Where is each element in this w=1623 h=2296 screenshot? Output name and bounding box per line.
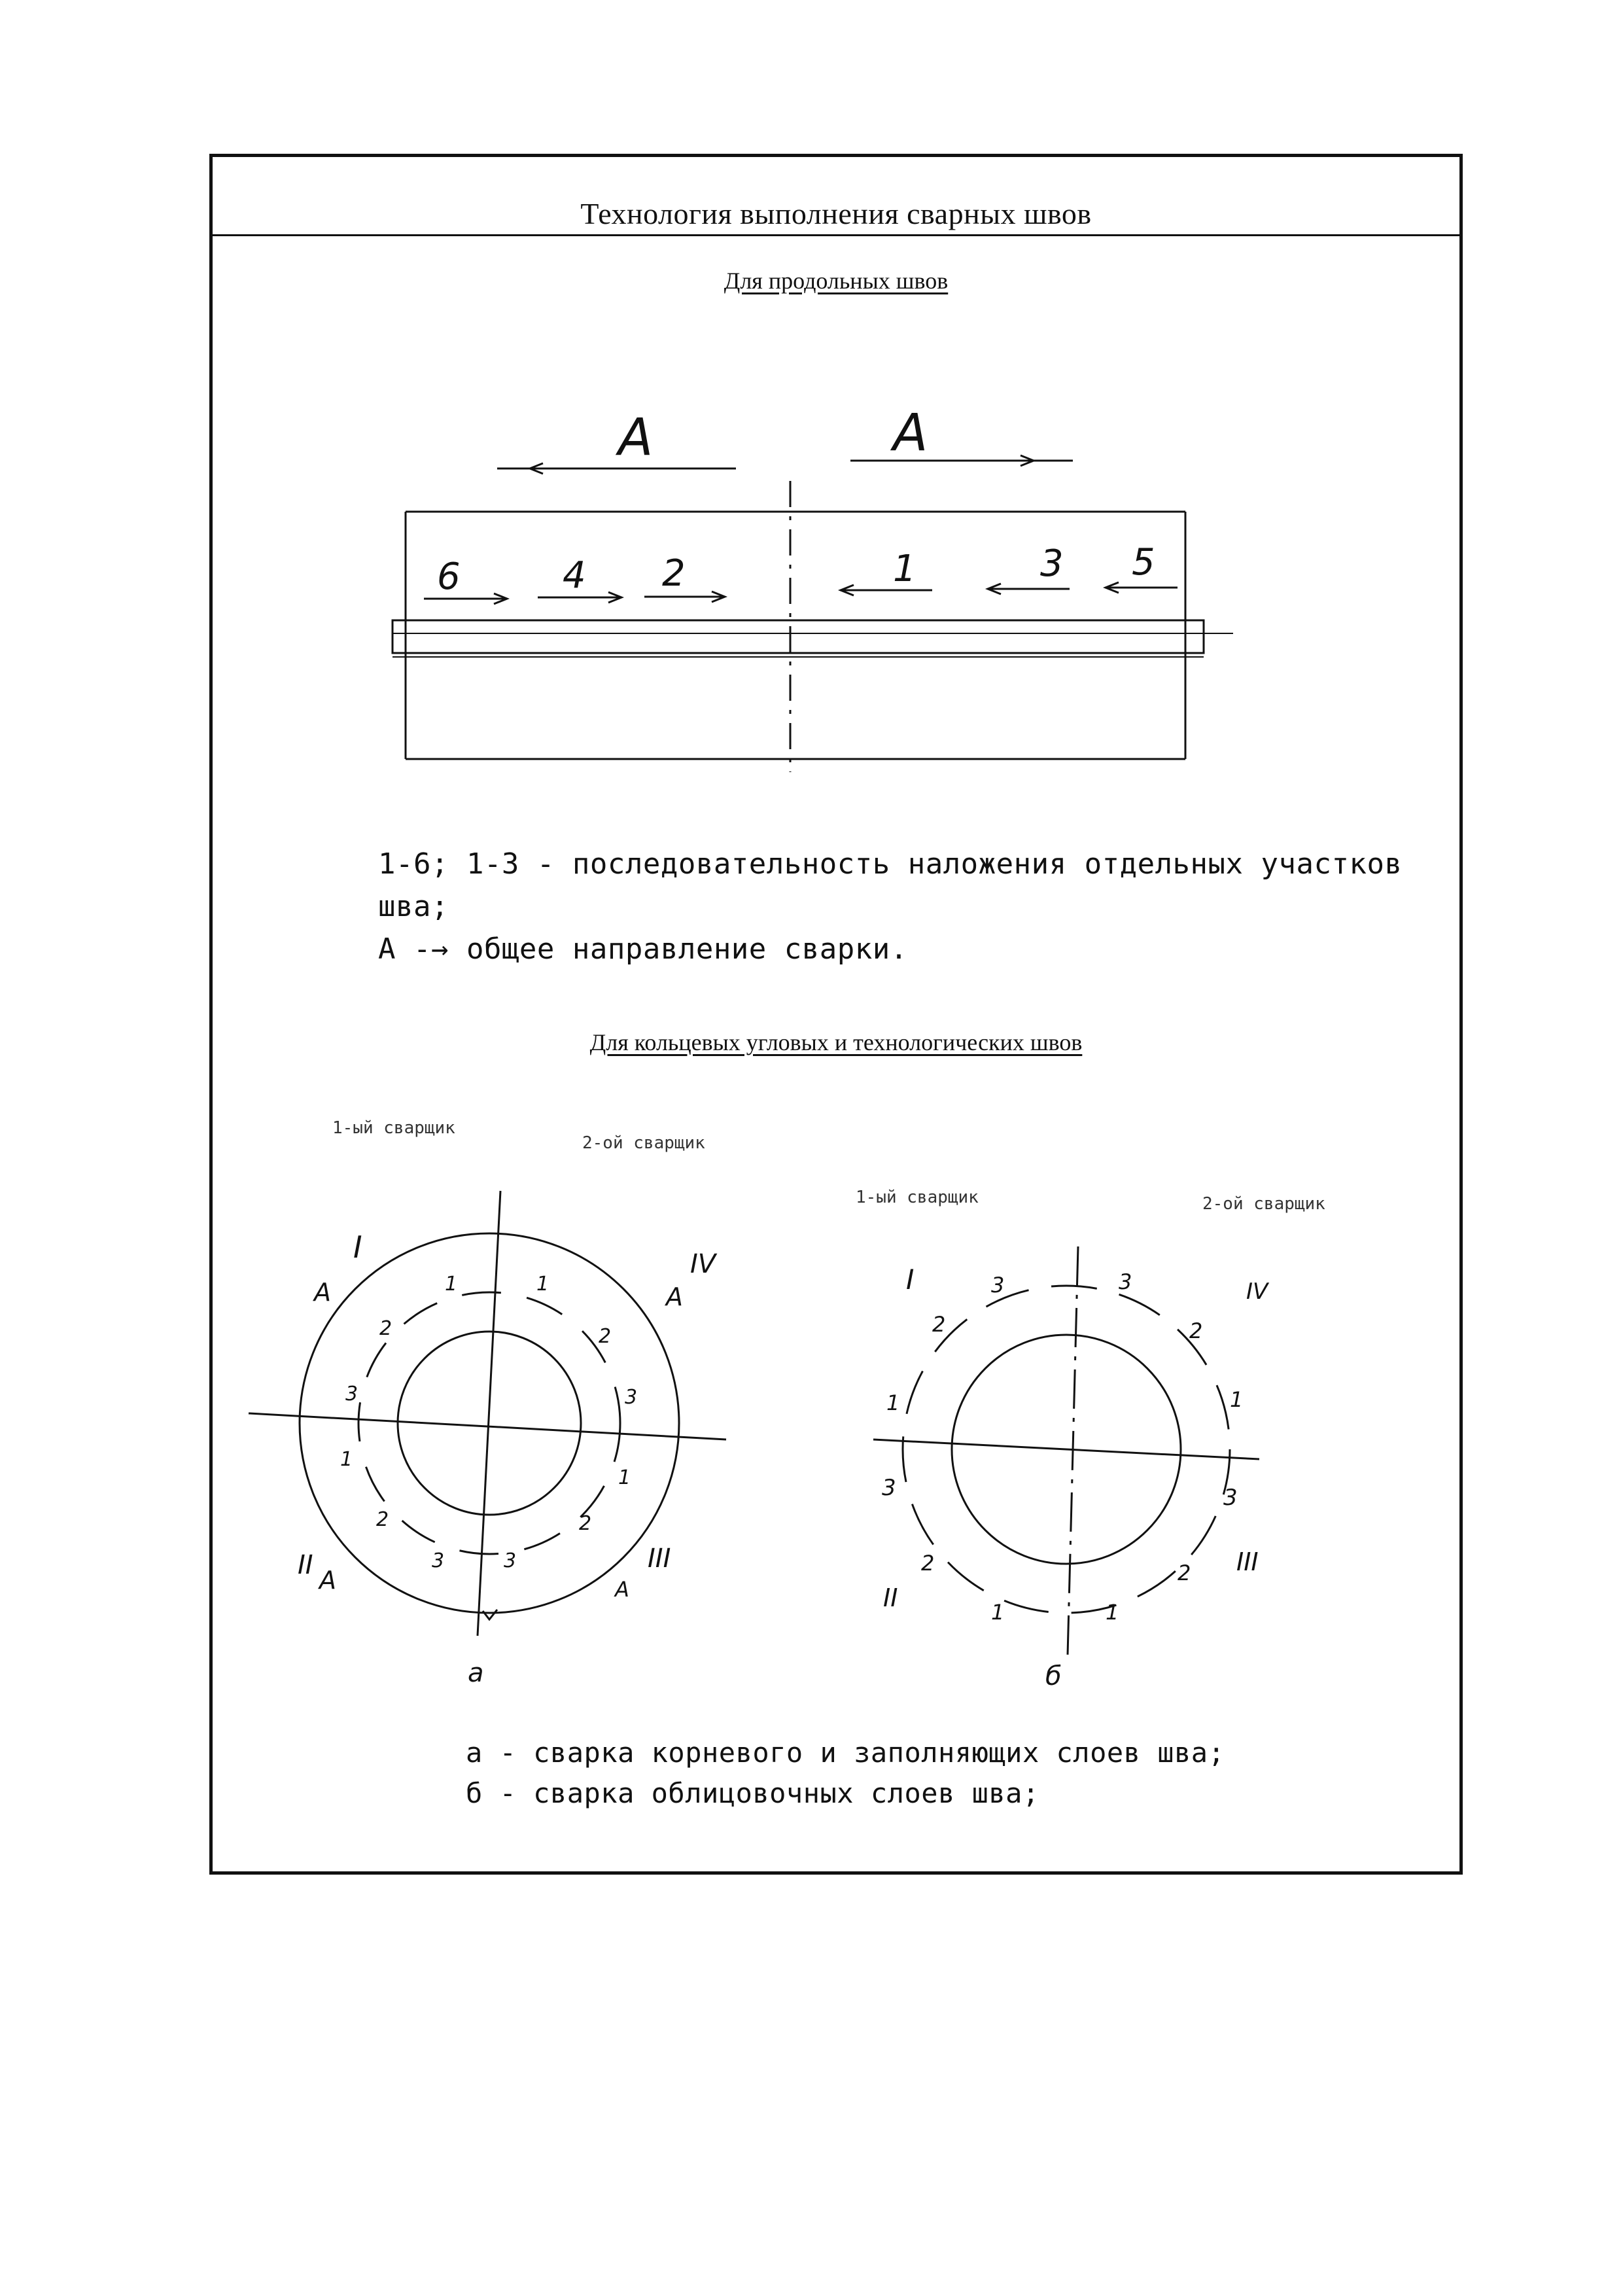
pass-b-2: 2 bbox=[932, 1312, 946, 1337]
pass-3: 3 bbox=[1040, 542, 1064, 585]
welder2-label-b: 2-ой сварщик bbox=[1202, 1194, 1325, 1214]
quadrant-I-b: I bbox=[906, 1263, 915, 1296]
pass-b-2d: 2 bbox=[1178, 1561, 1191, 1585]
pass-a-1b: 1 bbox=[536, 1273, 550, 1296]
pass-b-2c: 2 bbox=[921, 1551, 935, 1576]
caption-a: а bbox=[468, 1658, 484, 1688]
legend-a: а - сварка корневого и заполняющих слоев шва; bbox=[466, 1737, 1225, 1769]
pass-b-1: 1 bbox=[886, 1390, 900, 1415]
dir-A-a4: А bbox=[615, 1577, 629, 1602]
dir-A-a3: А bbox=[319, 1566, 336, 1595]
section2-heading: Для кольцевых угловых и технологических швов bbox=[589, 1029, 1083, 1055]
direction-label-right: А bbox=[893, 404, 928, 463]
pass-1: 1 bbox=[893, 548, 916, 590]
pass-b-3c: 3 bbox=[882, 1475, 896, 1501]
pass-a-2c: 2 bbox=[376, 1508, 389, 1531]
pass-6: 6 bbox=[437, 556, 461, 598]
pass-b-2b: 2 bbox=[1189, 1318, 1203, 1343]
pass-a-1c: 1 bbox=[340, 1448, 353, 1471]
pass-a-2b: 2 bbox=[599, 1325, 612, 1348]
legend-line-2: шва; bbox=[378, 890, 449, 924]
pass-a-1: 1 bbox=[445, 1273, 458, 1296]
pass-a-3d: 3 bbox=[504, 1549, 517, 1572]
legend-circular bbox=[466, 1733, 1225, 1814]
dir-A-a2: А bbox=[666, 1282, 683, 1311]
pass-a-2: 2 bbox=[379, 1317, 393, 1340]
section1-heading: Для продольных швов bbox=[724, 268, 949, 294]
pass-a-3c: 3 bbox=[432, 1549, 445, 1572]
quadrant-III-b: III bbox=[1236, 1547, 1259, 1576]
direction-label-left: А bbox=[618, 408, 654, 467]
diagram-b bbox=[873, 1246, 1259, 1655]
dir-A-a1: А bbox=[314, 1278, 331, 1307]
welder1-label-b: 1-ый сварщик bbox=[856, 1188, 979, 1207]
pass-a-3b: 3 bbox=[625, 1386, 638, 1409]
page-title: Технология выполнения сварных швов bbox=[580, 197, 1092, 230]
pass-b-3: 3 bbox=[991, 1273, 1005, 1298]
legend-b: б - сварка облицовочных слоев шва; bbox=[466, 1777, 1039, 1810]
welder2-label-a: 2-ой сварщик bbox=[582, 1133, 705, 1153]
pass-a-3: 3 bbox=[345, 1383, 358, 1405]
welder1-label-a: 1-ый сварщик bbox=[332, 1118, 455, 1138]
quadrant-II-b: II bbox=[883, 1583, 898, 1612]
pass-a-2d: 2 bbox=[579, 1512, 592, 1535]
pass-b-3b: 3 bbox=[1119, 1269, 1132, 1294]
pass-5: 5 bbox=[1132, 541, 1155, 584]
quadrant-IV-b: IV bbox=[1246, 1279, 1268, 1305]
caption-b: б bbox=[1045, 1661, 1062, 1691]
pass-4: 4 bbox=[563, 554, 586, 597]
quadrant-I-a: I bbox=[353, 1229, 362, 1265]
legend-line-3: А -→ общее направление сварки. bbox=[378, 932, 908, 966]
pass-2: 2 bbox=[662, 552, 686, 595]
pass-b-1b: 1 bbox=[1230, 1387, 1244, 1412]
pass-b-3d: 3 bbox=[1223, 1485, 1238, 1511]
pass-b-1d: 1 bbox=[1106, 1600, 1119, 1625]
quadrant-II-a: II bbox=[298, 1550, 313, 1580]
legend-line-1: 1-6; 1-3 - последовательность наложения отдельных участков bbox=[378, 847, 1403, 881]
pass-a-1d: 1 bbox=[618, 1466, 631, 1489]
pass-b-1c: 1 bbox=[991, 1600, 1005, 1625]
quadrant-IV-a: IV bbox=[690, 1249, 716, 1279]
quadrant-III-a: III bbox=[648, 1544, 671, 1574]
